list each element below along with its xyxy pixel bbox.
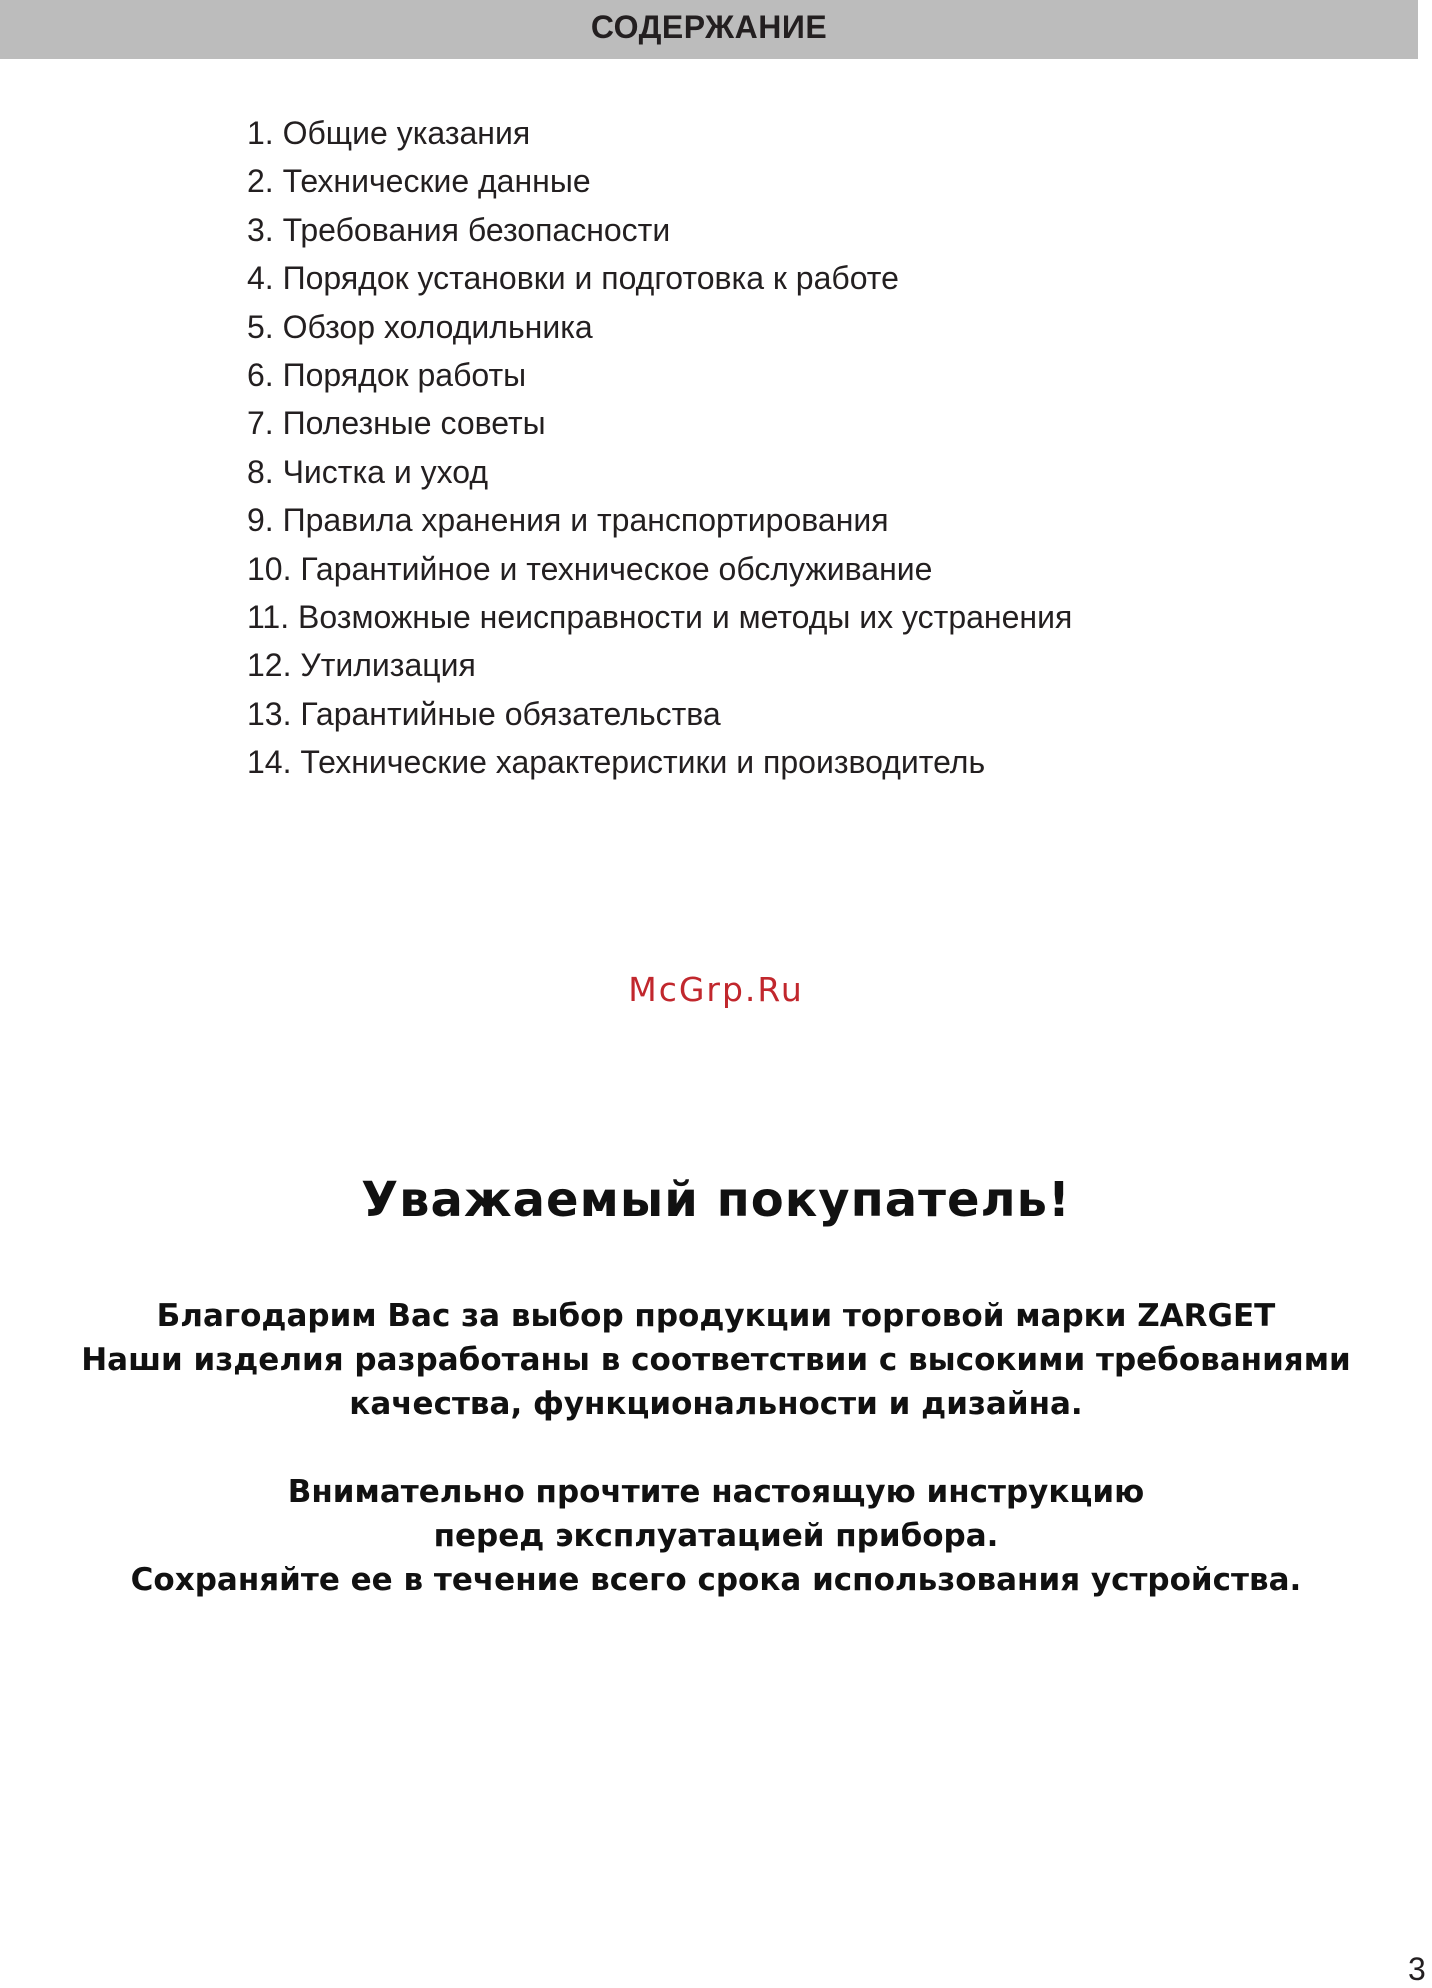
toc-item: 13. Гарантийные обязательства <box>247 695 721 732</box>
greeting-heading: Уважаемый покупатель! <box>361 1172 1071 1228</box>
toc-item: 1. Общие указания <box>247 115 531 151</box>
message-line: Внимательно прочтите настоящую инструкцию <box>287 1474 1145 1510</box>
table-of-contents <box>247 109 1072 787</box>
message-line: Наши изделия разработаны в соответствии с высокими требованиями <box>81 1342 1351 1378</box>
toc-item: 8. Чистка и уход <box>247 453 488 490</box>
page-number: 3 <box>1408 1951 1426 1987</box>
toc-item: 2. Технические данные <box>247 163 591 200</box>
message-line: перед эксплуатацией прибора. <box>433 1518 999 1554</box>
toc-item: 14. Технические характеристики и производитель <box>247 744 986 781</box>
toc-item: 4. Порядок установки и подготовка к работе <box>247 260 899 297</box>
toc-item: 5. Обзор холодильника <box>247 308 593 345</box>
toc-item: 12. Утилизация <box>247 647 476 684</box>
toc-item: 3. Требования безопасности <box>247 211 671 248</box>
toc-item: 10. Гарантийное и техническое обслуживание <box>247 550 933 587</box>
instruction-message <box>0 1470 1432 1602</box>
header-bar <box>0 0 1418 59</box>
thanks-message <box>0 1294 1432 1426</box>
page-title: СОДЕРЖАНИЕ <box>590 9 828 45</box>
message-line: Благодарим Вас за выбор продукции торговой марки ZARGET <box>156 1298 1276 1334</box>
toc-item: 7. Полезные советы <box>247 405 546 442</box>
toc-item: 11. Возможные неисправности и методы их устранения <box>247 599 1073 636</box>
watermark: McGrp.Ru <box>628 970 804 1009</box>
message-line: Сохраняйте ее в течение всего срока использования устройства. <box>130 1562 1302 1598</box>
message-line: качества, функциональности и дизайна. <box>349 1386 1083 1422</box>
toc-item: 6. Порядок работы <box>247 357 527 394</box>
toc-item: 9. Правила хранения и транспортирования <box>247 502 889 539</box>
